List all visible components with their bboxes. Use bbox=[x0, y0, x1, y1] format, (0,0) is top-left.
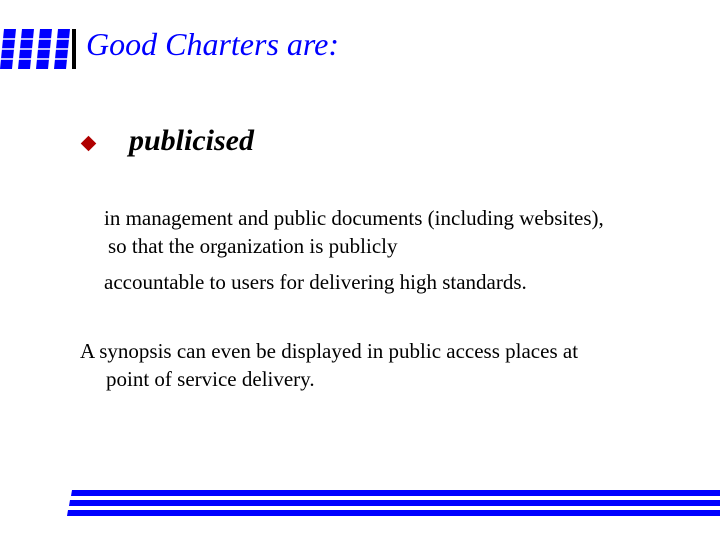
paragraph-line: in management and public documents (including websites), bbox=[104, 206, 604, 230]
diamond-bullet-icon bbox=[81, 136, 97, 152]
bullet-heading: publicised bbox=[129, 124, 254, 157]
paragraph-line: so that the organization is publicly bbox=[108, 234, 398, 258]
slide-logo-bars-icon bbox=[0, 29, 78, 69]
paragraph-accountability bbox=[104, 268, 527, 296]
paragraph-line: accountable to users for delivering high standards. bbox=[104, 270, 527, 294]
paragraph-line: A synopsis can even be displayed in public access places at bbox=[80, 339, 579, 363]
paragraph-line: point of service delivery. bbox=[106, 367, 315, 391]
paragraph-publication bbox=[104, 204, 604, 260]
slide-title: Good Charters are: bbox=[86, 26, 340, 62]
paragraph-synopsis bbox=[80, 337, 578, 393]
footer-stripes-decoration bbox=[66, 490, 720, 520]
